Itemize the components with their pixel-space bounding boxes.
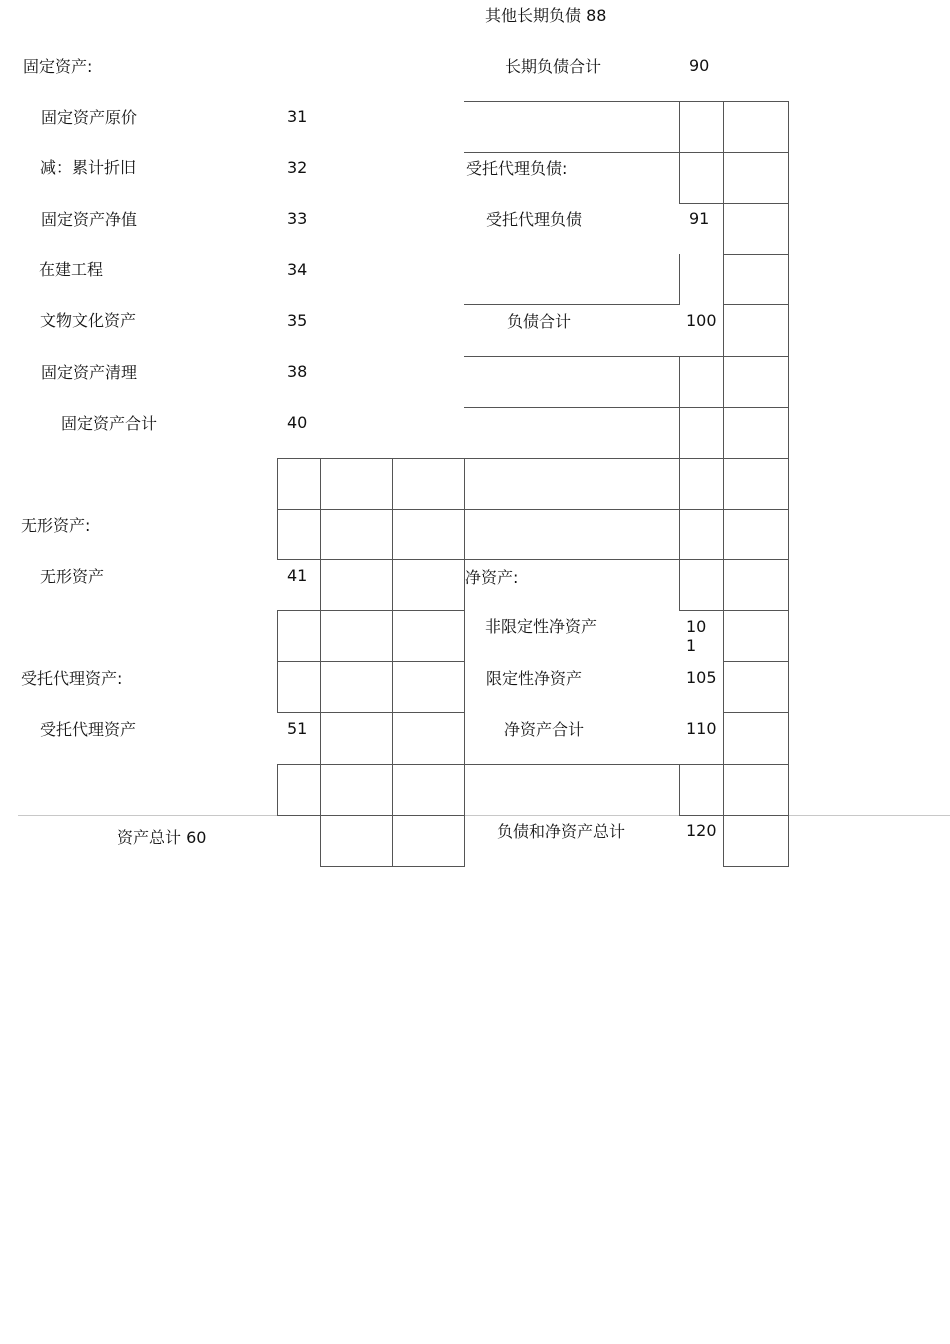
amount-cell bbox=[320, 610, 393, 662]
row-line-number: 51 bbox=[287, 719, 308, 738]
amount-cell bbox=[320, 815, 393, 867]
amount-cell bbox=[320, 559, 393, 611]
row-line-number: 33 bbox=[287, 209, 308, 228]
row-line-number: 41 bbox=[287, 566, 308, 585]
amount-cell bbox=[320, 712, 393, 765]
row-label: 文物文化资产 bbox=[40, 311, 137, 330]
row-line-number: 38 bbox=[287, 362, 308, 381]
grid-line bbox=[464, 559, 679, 560]
line-cell bbox=[679, 101, 724, 153]
amount-cell bbox=[723, 764, 789, 816]
row-label: 其他长期负债 88 bbox=[485, 6, 607, 25]
row-line-number: 10 bbox=[686, 617, 707, 636]
grid-line bbox=[464, 509, 679, 510]
row-line-number: 31 bbox=[287, 107, 308, 126]
separator-rule bbox=[18, 815, 950, 816]
row-label: 长期负债合计 bbox=[505, 57, 602, 76]
row-label: 非限定性净资产 bbox=[485, 617, 598, 636]
amount-cell bbox=[277, 764, 321, 816]
row-label: 固定资产净值 bbox=[41, 210, 138, 229]
line-cell bbox=[679, 559, 724, 611]
row-label: 减：累计折旧 bbox=[40, 158, 137, 177]
row-line-number: 40 bbox=[287, 413, 308, 432]
grid-line bbox=[464, 407, 679, 408]
amount-cell bbox=[723, 509, 789, 560]
amount-cell bbox=[277, 509, 321, 560]
amount-cell bbox=[723, 610, 789, 662]
amount-cell bbox=[723, 304, 789, 357]
amount-cell bbox=[723, 152, 789, 204]
amount-cell bbox=[320, 509, 393, 560]
amount-cell bbox=[723, 712, 789, 765]
row-label: 固定资产清理 bbox=[41, 363, 138, 382]
row-label: 受托代理负债 bbox=[486, 210, 583, 229]
amount-cell bbox=[723, 407, 789, 459]
trust-liabilities-header: 受托代理负债: bbox=[466, 159, 568, 178]
grand-total-label: 负债和净资产总计 bbox=[497, 822, 626, 841]
amount-cell bbox=[392, 559, 465, 611]
row-line-number: 90 bbox=[689, 56, 710, 75]
row-label: 受托代理资产 bbox=[40, 720, 137, 739]
amount-cell bbox=[392, 509, 465, 560]
row-line-number: 105 bbox=[686, 668, 717, 687]
amount-cell bbox=[320, 458, 393, 510]
row-label: 净资产合计 bbox=[504, 720, 585, 739]
line-cell bbox=[679, 764, 724, 816]
row-line-number: 100 bbox=[686, 311, 717, 330]
row-label: 负债合计 bbox=[507, 312, 572, 331]
amount-cell bbox=[320, 661, 393, 713]
grid-line bbox=[464, 458, 679, 459]
amount-cell bbox=[723, 559, 789, 611]
assets-total-label: 资产总计 60 bbox=[117, 828, 207, 847]
amount-cell bbox=[723, 815, 789, 867]
amount-cell bbox=[392, 458, 465, 510]
amount-cell bbox=[723, 101, 789, 153]
amount-cell bbox=[277, 458, 321, 510]
row-label: 固定资产原价 bbox=[41, 108, 138, 127]
trust-assets-header: 受托代理资产: bbox=[21, 669, 123, 688]
row-line-number: 35 bbox=[287, 311, 308, 330]
line-cell bbox=[679, 356, 724, 408]
grid-line bbox=[464, 304, 679, 305]
line-cell bbox=[679, 152, 724, 204]
grid-line bbox=[464, 764, 679, 765]
amount-cell bbox=[320, 764, 393, 816]
row-line-number: 120 bbox=[686, 821, 717, 840]
row-label: 无形资产 bbox=[40, 567, 105, 586]
grid-line bbox=[464, 152, 679, 153]
grid-line bbox=[464, 356, 679, 357]
amount-cell bbox=[723, 661, 789, 713]
intangible-header: 无形资产: bbox=[21, 516, 91, 535]
amount-cell bbox=[392, 764, 465, 816]
fixed-assets-header: 固定资产: bbox=[23, 57, 93, 76]
net-assets-header: 净资产: bbox=[465, 568, 519, 587]
line-cell bbox=[679, 509, 724, 560]
row-label: 限定性净资产 bbox=[486, 669, 583, 688]
amount-cell bbox=[277, 661, 321, 713]
amount-cell bbox=[723, 458, 789, 510]
amount-cell bbox=[392, 815, 465, 867]
grid-line bbox=[464, 101, 679, 102]
amount-cell bbox=[392, 610, 465, 662]
row-label: 在建工程 bbox=[39, 260, 104, 279]
amount-cell bbox=[392, 712, 465, 765]
line-cell bbox=[679, 407, 724, 459]
amount-cell bbox=[723, 356, 789, 408]
amount-cell bbox=[392, 661, 465, 713]
row-line-number: 1 bbox=[686, 636, 697, 655]
grid-line bbox=[679, 254, 680, 305]
row-line-number: 32 bbox=[287, 158, 308, 177]
amount-cell bbox=[723, 254, 789, 305]
row-line-number: 34 bbox=[287, 260, 308, 279]
row-line-number: 91 bbox=[689, 209, 710, 228]
row-label: 固定资产合计 bbox=[61, 414, 158, 433]
amount-cell bbox=[277, 610, 321, 662]
row-line-number: 110 bbox=[686, 719, 717, 738]
line-cell bbox=[679, 458, 724, 510]
amount-cell bbox=[723, 203, 789, 255]
